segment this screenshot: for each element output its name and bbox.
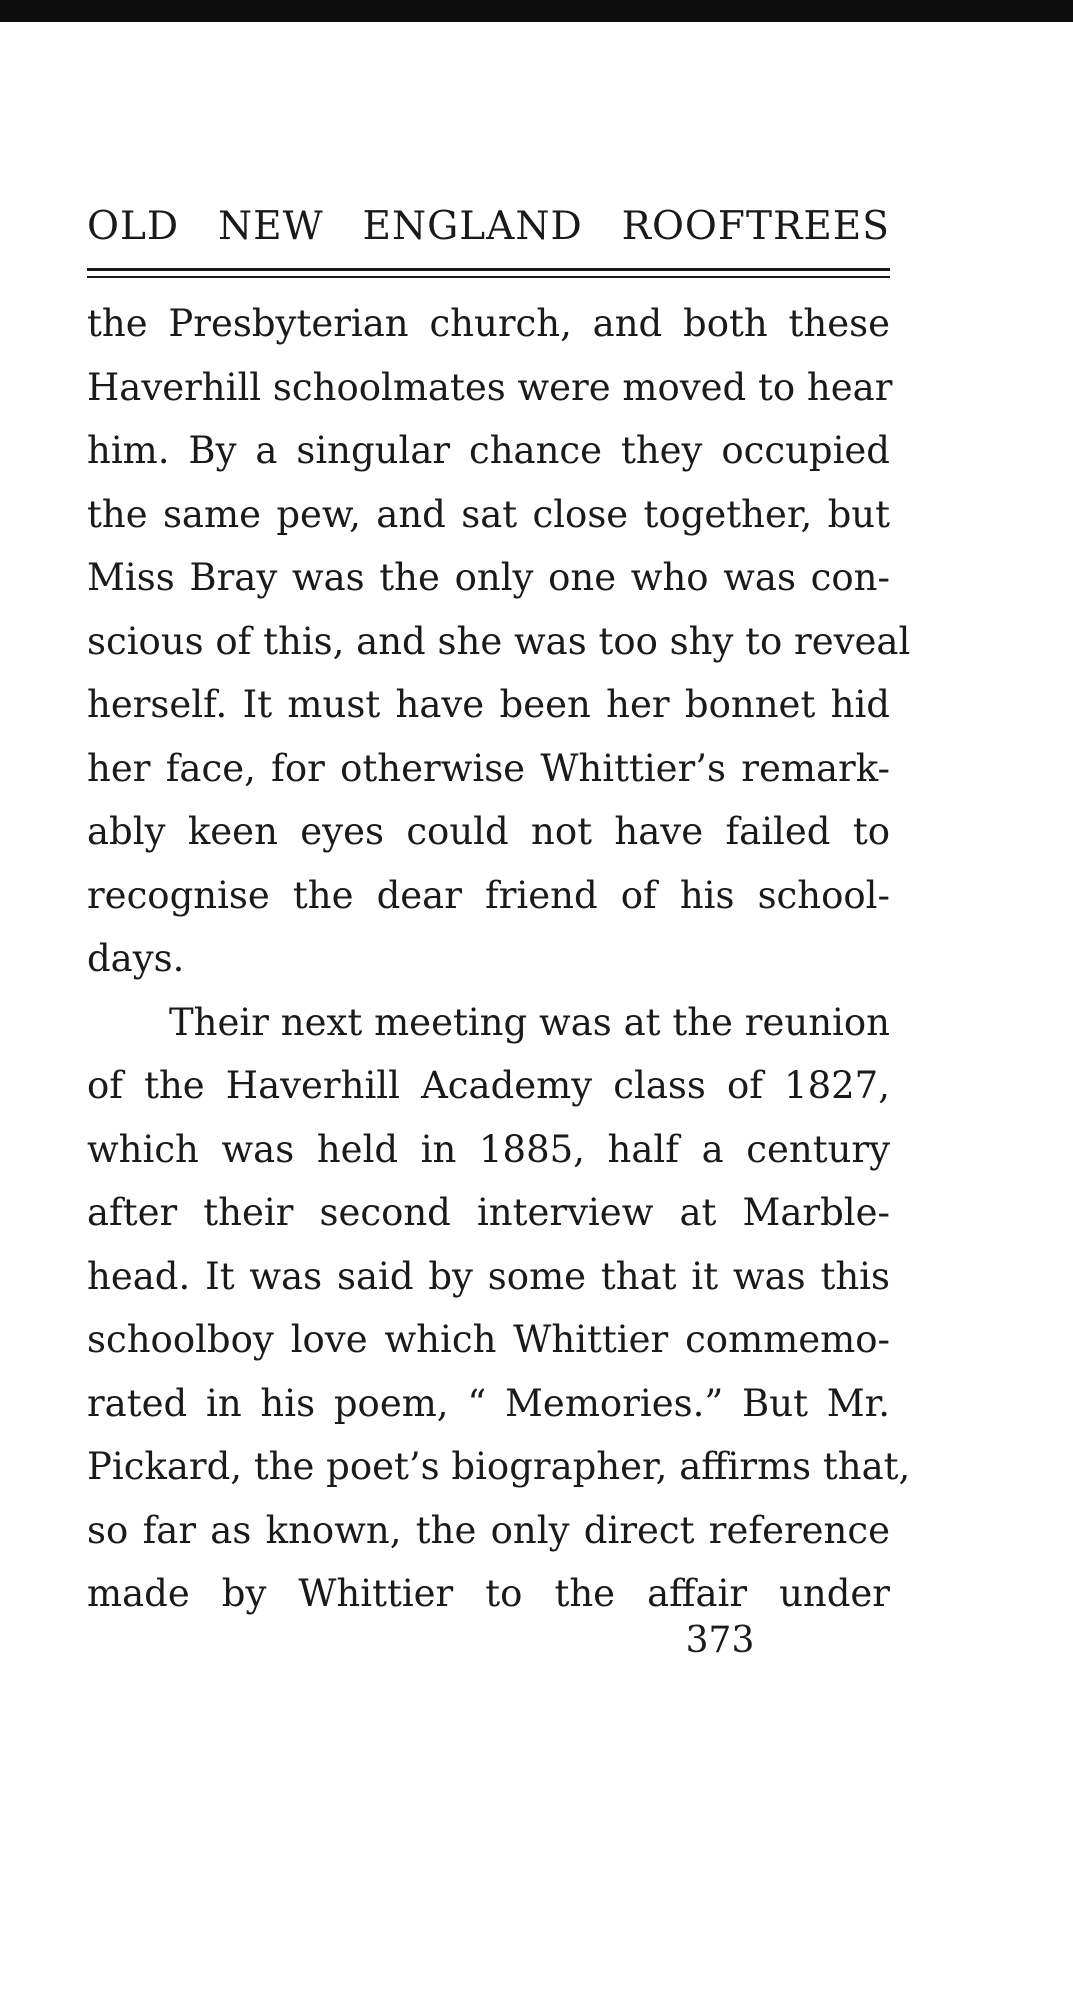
text-line: herself. It must have been her bonnet hid	[87, 683, 890, 726]
paragraph-2	[87, 991, 911, 1626]
text-line: the same pew, and sat close together, but	[87, 492, 890, 536]
header-rule-thin	[87, 276, 890, 278]
text-line: Haverhill schoolmates were moved to hear	[87, 365, 893, 409]
text-line: schoolboy love which Whittier commemo-	[87, 1318, 890, 1361]
page-number: 373	[685, 1620, 755, 1661]
body-text	[87, 292, 911, 1626]
text-line: Pickard, the poet’s biographer, affirms that,	[87, 1445, 911, 1488]
paragraph-1	[87, 292, 911, 991]
text-line: her face, for otherwise Whittier’s remark-	[87, 746, 890, 790]
text-line: so far as known, the only direct reference	[87, 1508, 890, 1552]
text-line: recognise the dear friend of his school-	[87, 873, 890, 917]
text-line: Miss Bray was the only one who was con-	[87, 556, 890, 599]
running-head: OLD NEW ENGLAND ROOFTREES	[87, 204, 890, 249]
text-line: the Presbyterian church, and both these	[87, 302, 890, 345]
text-line: made by Whittier to the affair under	[87, 1572, 890, 1615]
text-line: after their second interview at Marble-	[87, 1191, 890, 1234]
text-line: him. By a singular chance they occupied	[87, 429, 890, 472]
text-line: which was held in 1885, half a century	[87, 1127, 890, 1171]
text-line: Their next meeting was at the reunion	[169, 1000, 890, 1044]
text-line: head. It was said by some that it was this	[87, 1254, 890, 1298]
text-line: rated in his poem, “ Memories.” But Mr.	[87, 1381, 890, 1425]
text-line: days.	[87, 937, 185, 980]
text-line: scious of this, and she was too shy to reveal	[87, 619, 911, 663]
text-line: of the Haverhill Academy class of 1827,	[87, 1064, 890, 1107]
header-rule-thick	[87, 268, 890, 271]
text-line: ably keen eyes could not have failed to	[87, 810, 890, 853]
page-top-edge	[0, 0, 1073, 22]
